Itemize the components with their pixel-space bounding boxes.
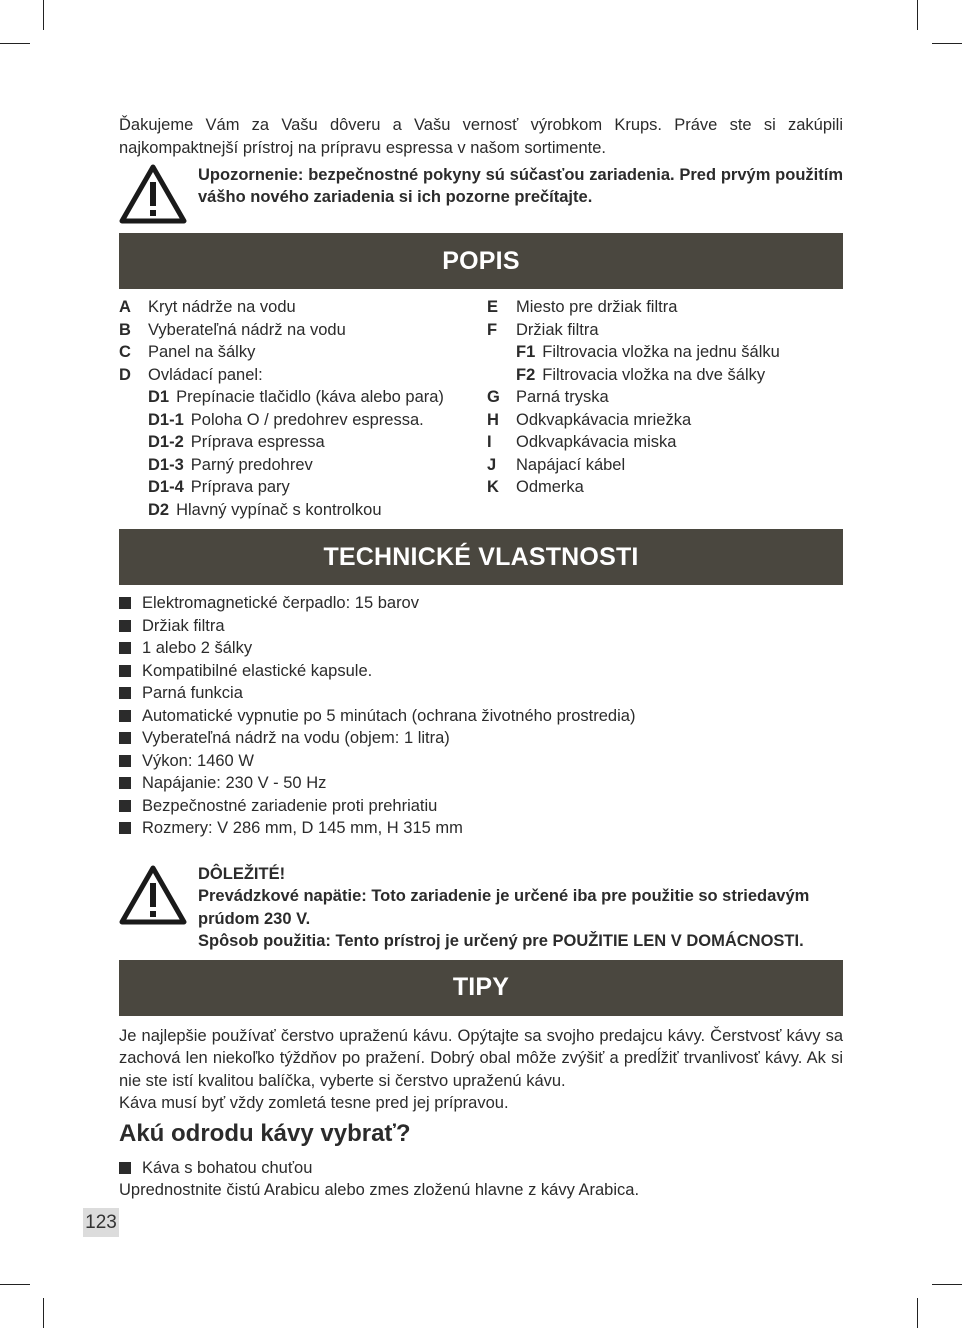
list-subitem: D1 Prepínacie tlačidlo (káva alebo para) bbox=[148, 388, 444, 406]
list-item: I Odkvapkávacia miska bbox=[487, 433, 677, 451]
important-usage-text: Spôsob použitia: Tento prístroj je určený pre POUŽITIE LEN V DOMÁCNOSTI. bbox=[198, 932, 804, 950]
square-bullet-icon bbox=[119, 687, 131, 699]
tips-section bbox=[119, 1025, 843, 1202]
important-voltage-text: Prevádzkové napätie: Toto zariadenie je určené iba pre použitie so striedavým prúdom 230 V. bbox=[198, 887, 810, 928]
important-notice bbox=[119, 863, 843, 953]
list-subitem: D1-3 Parný predohrev bbox=[148, 455, 313, 474]
list-item: K Odmerka bbox=[487, 478, 584, 496]
tips-paragraph: Je najlepšie používať čerstvo upraženú kávu. Opýtajte sa svojho predajcu kávy. Čerstvosť kávy sa zachová len niekoľko týždňov po pražení. Dobrý obal môže zvýšiť a predĺžiť trvanlivosť kávy. Ak si nie ste istí kvalitou balíčka, vyberte si čerstvo upraženú kávu. bbox=[119, 1026, 843, 1090]
square-bullet-icon bbox=[119, 732, 131, 744]
warning-triangle-icon bbox=[119, 164, 189, 224]
square-bullet-icon bbox=[119, 642, 131, 654]
list-item: Bezpečnostné zariadenie proti prehriatiu bbox=[119, 795, 843, 818]
square-bullet-icon bbox=[119, 597, 131, 609]
description-list bbox=[119, 296, 843, 521]
list-item: Rozmery: V 286 mm, D 145 mm, H 315 mm bbox=[119, 817, 843, 840]
list-subitem: D1-4 Príprava pary bbox=[148, 478, 290, 496]
list-item: Káva s bohatou chuťou bbox=[119, 1157, 843, 1180]
list-item: B Vyberateľná nádrž na vodu bbox=[119, 320, 346, 339]
list-item: D Ovládací panel: bbox=[119, 365, 263, 384]
crop-mark bbox=[917, 0, 918, 30]
square-bullet-icon bbox=[119, 800, 131, 812]
square-bullet-icon bbox=[119, 777, 131, 789]
important-heading: DÔLEŽITÉ! bbox=[198, 864, 286, 883]
safety-warning bbox=[119, 164, 843, 224]
list-subitem: F1 Filtrovacia vložka na jednu šálku bbox=[516, 343, 780, 361]
list-subitem: D2 Hlavný vypínač s kontrolkou bbox=[148, 500, 382, 519]
crop-mark bbox=[917, 1298, 918, 1328]
tips-bullet-list bbox=[119, 1157, 843, 1180]
list-item: A Kryt nádrže na vodu bbox=[119, 298, 296, 316]
list-item: G Parná tryska bbox=[487, 388, 609, 406]
list-subitem: D1-2 Príprava espressa bbox=[148, 433, 325, 451]
square-bullet-icon bbox=[119, 822, 131, 834]
section-band-popis: POPIS bbox=[119, 233, 843, 289]
list-item: F Držiak filtra bbox=[487, 320, 599, 339]
warning-triangle-icon bbox=[119, 865, 189, 925]
description-column-left bbox=[119, 296, 487, 521]
page-number: 123 bbox=[83, 1208, 119, 1237]
important-notice-text bbox=[198, 863, 843, 953]
tips-paragraph: Uprednostnite čistú Arabicu alebo zmes zloženú hlavne z kávy Arabica. bbox=[119, 1181, 640, 1199]
square-bullet-icon bbox=[119, 665, 131, 677]
list-item: J Napájací kábel bbox=[487, 455, 626, 474]
list-item: Parná funkcia bbox=[119, 682, 843, 705]
list-subitem: D1-1 Poloha O / predohrev espressa. bbox=[148, 410, 424, 429]
list-item: Automatické vypnutie po 5 minútach (ochrana životného prostredia) bbox=[119, 705, 843, 728]
intro-text: Ďakujeme Vám za Vašu dôveru a Vašu vernosť výrobkom Krups. Práve ste si zakúpili najkompaktnejší prístroj na prípravu espressa v našom sortimente. bbox=[119, 116, 843, 157]
safety-warning-text: Upozornenie: bezpečnostné pokyny sú súčasťou zariadenia. Pred prvým použitím vášho nového zariadenia si ich pozorne prečítajte. bbox=[198, 166, 843, 206]
crop-mark bbox=[932, 1284, 962, 1285]
manual-page bbox=[119, 114, 843, 1202]
list-item: C Panel na šálky bbox=[119, 343, 256, 361]
description-column-right bbox=[487, 296, 843, 521]
list-item: Elektromagnetické čerpadlo: 15 barov bbox=[119, 592, 843, 615]
list-item: E Miesto pre držiak filtra bbox=[487, 298, 678, 316]
crop-mark bbox=[0, 43, 30, 44]
section-band-tipy: TIPY bbox=[119, 960, 843, 1016]
tips-heading: Akú odrodu kávy vybrať? bbox=[119, 1119, 411, 1147]
list-subitem: F2 Filtrovacia vložka na dve šálky bbox=[516, 365, 766, 384]
square-bullet-icon bbox=[119, 710, 131, 722]
list-item: H Odkvapkávacia mriežka bbox=[487, 410, 692, 429]
list-item: Držiak filtra bbox=[119, 615, 843, 638]
list-item: Výkon: 1460 W bbox=[119, 750, 843, 773]
crop-mark bbox=[0, 1284, 30, 1285]
crop-mark bbox=[43, 0, 44, 30]
tips-paragraph: Káva musí byť vždy zomletá tesne pred jej prípravou. bbox=[119, 1094, 509, 1112]
section-band-technicke-vlastnosti: TECHNICKÉ VLASTNOSTI bbox=[119, 529, 843, 585]
spec-list bbox=[119, 592, 843, 840]
list-item: Kompatibilné elastické kapsule. bbox=[119, 660, 843, 683]
crop-mark bbox=[43, 1298, 44, 1328]
square-bullet-icon bbox=[119, 1162, 131, 1174]
crop-mark bbox=[932, 43, 962, 44]
list-item: Napájanie: 230 V - 50 Hz bbox=[119, 772, 843, 795]
square-bullet-icon bbox=[119, 620, 131, 632]
list-item: 1 alebo 2 šálky bbox=[119, 637, 843, 660]
list-item: Vyberateľná nádrž na vodu (objem: 1 litra) bbox=[119, 727, 843, 750]
square-bullet-icon bbox=[119, 755, 131, 767]
